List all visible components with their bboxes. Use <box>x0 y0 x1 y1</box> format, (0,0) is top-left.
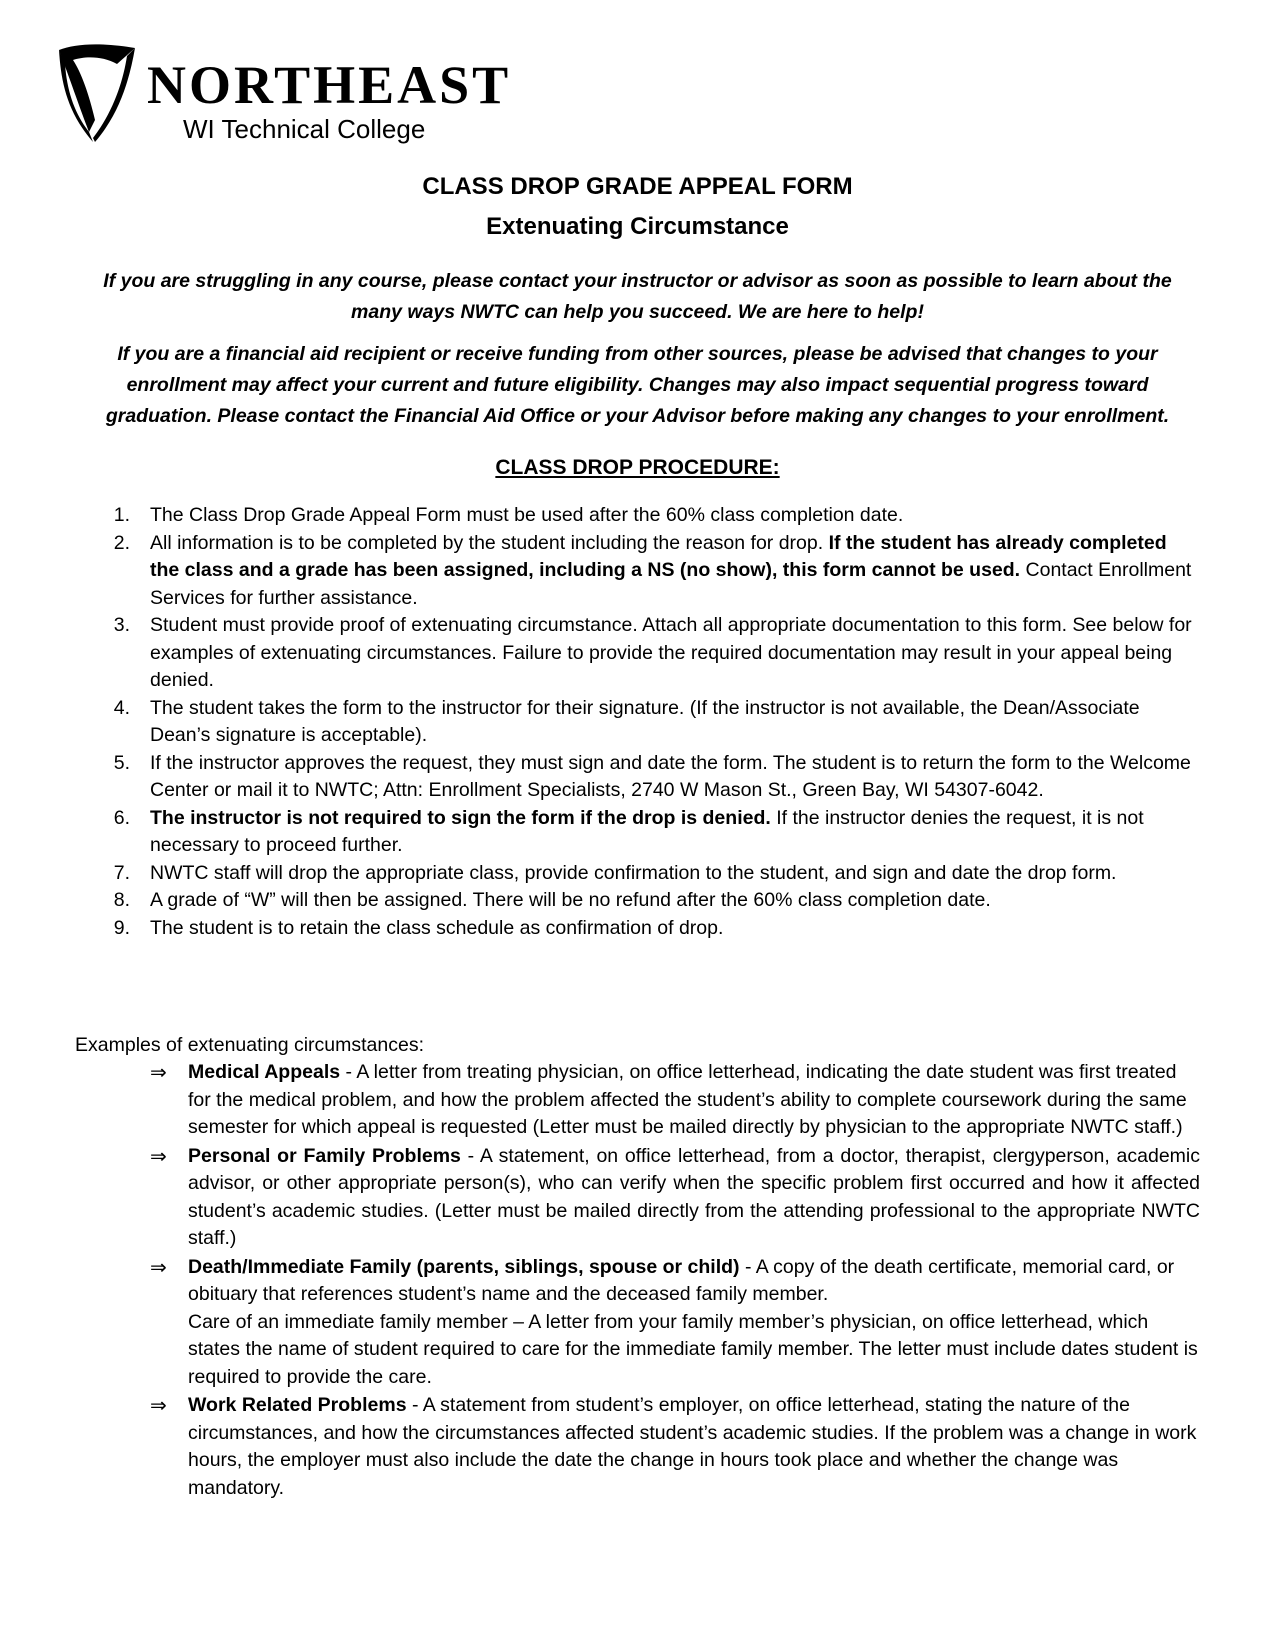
procedure-steps <box>108 502 1198 942</box>
example-extra-text: Care of an immediate family member – A letter from your family member’s physician, on office letterhead, which states the name of student required to care for the immediate family member. The letter must include dates student is required to provide the care. <box>188 1310 1198 1388</box>
procedure-step <box>108 530 1198 613</box>
procedure-step <box>108 695 1198 750</box>
example-item <box>150 1254 1200 1392</box>
example-text: - A copy of the death certificate, memorial card, or obituary that references student’s name and the deceased family member. <box>188 1255 1175 1305</box>
college-logo <box>55 42 515 152</box>
example-title: Medical Appeals <box>188 1061 341 1083</box>
logo-wordmark: NORTHEAST <box>147 55 512 115</box>
step-bold-text: If the student has already completed the class and a grade has been assigned, including a NS (no show), this form cannot be used. <box>150 531 1167 581</box>
step-text: The student is to retain the class schedule as confirmation of drop. <box>150 916 724 939</box>
step-text: NWTC staff will drop the appropriate class, provide confirmation to the student, and sign and date the drop form. <box>150 861 1117 884</box>
example-item <box>150 1143 1200 1253</box>
financial-aid-notice: If you are a financial aid recipient or receive funding from other sources, please be advised that changes to your enrollment may affect your current and future eligibility. Changes may also impact sequential progress toward graduation. Please contact the Financial Aid Office or your Advisor before making any changes to your enrollment. <box>105 343 1170 427</box>
examples-list <box>150 1059 1200 1503</box>
step-text: All information is to be completed by the student including the reason for drop. <box>150 531 829 554</box>
step-number: 8 . <box>108 887 130 915</box>
procedure-step <box>108 860 1198 888</box>
example-item <box>150 1059 1200 1142</box>
step-text: If the instructor approves the request, they must sign and date the form. The student is to return the form to the Welcome Center or mail it to NWTC; Attn: Enrollment Specialists, 2740 W Mason St., Green Bay, WI 54307-6042. <box>150 751 1191 801</box>
step-bold-text: The instructor is not required to sign the form if the drop is denied. <box>150 806 771 829</box>
step-text-after: Contact Enrollment Services for further assistance. <box>150 559 1192 609</box>
step-text: A grade of “W” will then be assigned. There will be no refund after the 60% class completion date. <box>150 889 991 911</box>
step-number: 2 . <box>108 530 130 558</box>
example-text: - A statement from student’s employer, on office letterhead, stating the nature of the circumstances, and how the circumstances affected student’s academic studies. If the problem was a change in work hours, the employer must also include the date the change in hours took place and whether the change was mandatory. <box>188 1394 1197 1499</box>
arrow-icon: ⇒ <box>150 1254 167 1279</box>
step-text: The Class Drop Grade Appeal Form must be used after the 60% class completion date. <box>150 504 904 526</box>
example-title: Death/Immediate Family (parents, siblings, spouse or child) <box>188 1255 740 1278</box>
support-notice: If you are struggling in any course, please contact your instructor or advisor as soon as possible to learn about the many ways NWTC can help you succeed. We are here to help! <box>103 270 1172 323</box>
procedure-step <box>108 750 1198 805</box>
procedure-step <box>108 915 1198 943</box>
form-subtitle: Extenuating Circumstance <box>486 213 789 240</box>
step-text: Student must provide proof of extenuating circumstance. Attach all appropriate documentation to this form. See below for examples of extenuating circumstances. Failure to provide the required documentation may result in your appeal being denied. <box>150 614 1192 691</box>
procedure-step <box>108 805 1198 860</box>
procedure-step <box>108 612 1198 695</box>
step-text: The student takes the form to the instructor for their signature. (If the instructor is not available, the Dean/Associate Dean’s signature is acceptable). <box>150 696 1140 746</box>
step-number: 1 . <box>108 502 130 530</box>
procedure-heading: CLASS DROP PROCEDURE: <box>495 456 780 479</box>
step-number: 6 . <box>108 805 130 833</box>
arrow-icon: ⇒ <box>150 1393 167 1417</box>
arrow-icon: ⇒ <box>150 1143 167 1168</box>
logo-subtitle: WI Technical College <box>183 114 426 144</box>
step-number: 3 . <box>108 612 130 640</box>
example-item <box>150 1392 1200 1502</box>
shield-logo-icon <box>55 42 139 148</box>
step-number: 7 . <box>108 860 130 888</box>
example-text: - A letter from treating physician, on office letterhead, indicating the date student was first treated for the medical problem, and how the problem affected the student’s ability to complete coursework during the same semester for which appeal is requested (Letter must be mailed directly by physician to the appropriate NWTC staff.) <box>188 1061 1187 1138</box>
examples-intro: Examples of extenuating circumstances: <box>75 1034 425 1056</box>
form-title: CLASS DROP GRADE APPEAL FORM <box>422 173 853 200</box>
procedure-step <box>108 887 1198 915</box>
procedure-step <box>108 502 1198 530</box>
arrow-icon: ⇒ <box>150 1060 167 1084</box>
example-title: Personal or Family Problems <box>188 1144 461 1167</box>
example-text: - A statement, on office letterhead, from a doctor, therapist, clergyperson, academic advisor, or other appropriate person(s), who can verify when the specific problem first occurred and how it affected student’s academic studies. (Letter must be mailed directly from the attending professional to the appropriate NWTC staff.) <box>188 1144 1200 1249</box>
step-number: 9 . <box>108 915 130 943</box>
step-number: 5 . <box>108 750 130 778</box>
step-number: 4 . <box>108 695 130 723</box>
step-text-after: If the instructor denies the request, it is not necessary to proceed further. <box>150 806 1144 856</box>
example-title: Work Related Problems <box>188 1394 407 1416</box>
